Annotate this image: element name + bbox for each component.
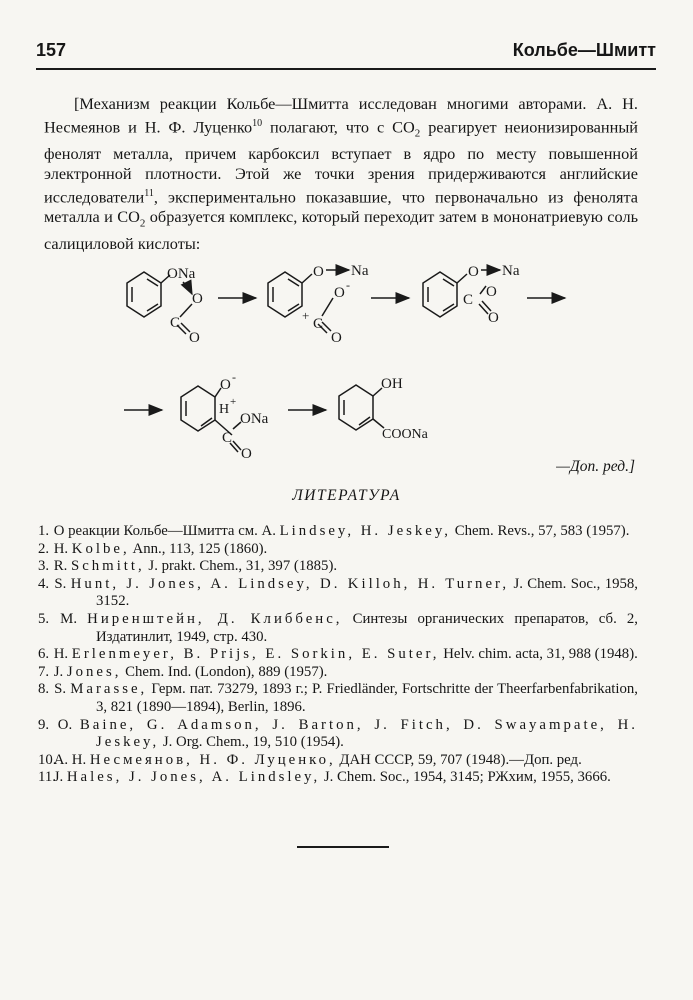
reference-item [38,752,638,770]
ref-source: Helv. chim. acta, 31, 988 (1948). [439,646,638,663]
para-text-5: образуется комплекс, который переходит затем в мононатриевую соль салициловой кислоты: [44,207,638,254]
charge-plus: + [302,308,310,323]
ref-authors: Несмеянов, Н. Ф. Луценко, [89,751,336,768]
reference-item [38,769,638,787]
ref-text: S. [54,575,71,592]
ref-number: 2. [38,540,50,557]
running-title: Кольбе—Шмитт [512,40,656,60]
ref-number: 10. [38,751,57,768]
charge-plus: + [230,396,237,408]
reference-item [38,523,638,541]
structure-intermediate [181,370,269,462]
para-text-1: [Механизм реакции Кольбе—Шмитта исследован многими авторами. А. Н. Несмеянов и Н. Ф. Луценко [44,94,638,137]
ref-number: 4. [38,575,50,592]
reference-item [38,576,638,611]
ref-authors: Kolbe, [71,540,130,557]
para-text-2: полагают, что с CO [262,117,415,137]
electron-shift-arrow-1 [183,282,192,294]
ref-authors: Marasse, [70,681,148,698]
reference-item [38,558,638,576]
end-rule [297,846,389,848]
literature-heading: ЛИТЕРАТУРА [292,487,401,504]
reference-item [38,681,638,716]
ref-source: Chem. Ind. (London), 889 (1957). [121,663,328,680]
label-o: O [192,291,203,307]
structure-complex-2 [423,263,520,326]
reference-item [38,664,638,682]
ref-text: J. [53,769,67,786]
ref-text: А. Н. [53,751,90,768]
ref-authors: Hales, J. Jones, A. Lindsley, [66,769,321,786]
label-o: O [189,330,200,346]
subscript-2: 2 [414,127,421,140]
ref-source: ДАН СССР, 59, 707 (1948).—Доп. ред. [335,751,582,768]
ref-authors: Hunt, J. Jones, A. Lindsey, D. Killoh, H. Turner, [70,575,510,592]
label-c: C [222,430,233,446]
ref-text: М. [60,610,88,627]
ref-number: 11. [38,769,56,786]
label-oh: OH [381,376,403,392]
label-ona: ONa [167,266,196,282]
ref-source: J. prakt. Chem., 31, 397 (1885). [144,558,338,575]
reaction-scheme [0,0,693,470]
footnote-ref-11: 11 [144,187,154,199]
ref-source: J. Chem. Soc., 1954, 3145; РЖхим, 1955, 3666. [320,769,611,786]
ref-authors: Baine, G. Adamson, J. Barton, J. Fitch, D. Swayampate, H. Jeskey, [79,716,638,751]
reference-item [38,541,638,559]
label-na: Na [502,263,520,279]
ref-authors: Schmitt, [70,558,145,575]
para-text-3: реагирует неионизированный фенолят металла, причем карбоксил вступает в ядро по месту повышенной электронной плотности. Этой же точки зрения придерживаются английские исследователи [44,117,638,207]
para-text-4: , экспериментально показавшие, что первоначально из фенолята металла и CO [44,187,638,227]
ref-authors: Erlenmeyer, B. Prijs, E. Sorkin, E. Suter, [71,646,440,663]
ref-number: 5. [38,610,50,627]
ref-source: Chem. Revs., 57, 583 (1957). [451,523,630,539]
label-c: C [463,292,474,308]
label-coona: COONa [382,427,428,442]
ref-number: 1. [38,523,50,539]
label-c: C [313,316,324,332]
ref-source: Герм. пат. 73279, 1893 г.; P. Friedländer, Fortschritte der Theerfarbenfabrikation, 3, 821 (1890—1894), Berlin, 1896. [96,681,638,715]
reference-item [38,646,638,664]
ref-number: 9. [38,716,50,733]
label-na: Na [351,263,369,279]
structure-phenolate-co2 [127,266,203,346]
page-number: 157 [36,40,67,60]
ref-number: 3. [38,558,50,575]
structure-complex-1 [268,263,369,346]
label-o: O [486,284,497,300]
label-o: O [488,310,499,326]
ref-number: 8. [38,681,50,698]
ref-text: O. [57,716,80,733]
charge-minus: - [346,278,350,292]
label-c: C [170,315,181,331]
ref-text: J. [53,663,67,680]
ref-text: R. [53,558,71,575]
structure-sodium-salicylate [339,376,429,442]
ref-number: 7. [38,663,50,680]
ref-authors: Ниренштейн, Д. Клиббенс, [87,610,343,627]
ref-number: 6. [38,646,50,663]
ref-authors: Jones, [66,663,122,680]
ref-source: J. Chem. Soc., 1958, 3152. [96,575,639,610]
ref-text: О реакции Кольбе—Шмитта см. A. [53,523,280,539]
label-o: O [313,264,324,280]
reference-list [38,523,638,787]
reference-item [38,717,638,752]
label-o: O [331,330,342,346]
label-ona: ONa [240,411,269,427]
ref-authors: Lindsey, H. Jeskey, [279,523,452,539]
label-o: O [468,264,479,280]
ref-source: J. Org. Chem., 19, 510 (1954). [159,734,344,751]
ref-source: Синтезы органических препаратов, сб. 2, Издатинлит, 1949, стр. 430. [96,610,639,645]
ref-text: H. [53,646,72,663]
label-h: H [219,402,230,417]
ref-text: S. [54,681,71,698]
ref-text: H. [53,540,72,557]
subscript-2b: 2 [139,217,146,230]
label-o-minus: O [220,377,231,393]
ref-source: Ann., 113, 125 (1860). [129,540,268,557]
label-o: O [241,446,252,462]
label-o-minus: O [334,285,345,301]
footnote-ref-10: 10 [252,117,263,129]
editor-note: —Доп. ред.] [556,458,635,475]
reference-item [38,611,638,646]
charge-minus: - [232,370,236,384]
